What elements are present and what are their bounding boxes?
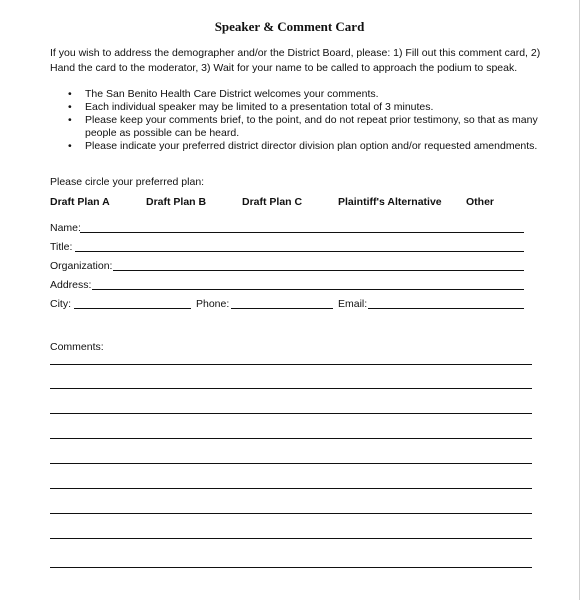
comment-line[interactable] xyxy=(50,413,532,414)
organization-label: Organization: xyxy=(50,260,113,272)
comment-line[interactable] xyxy=(50,488,532,489)
title-label: Title: xyxy=(50,241,73,253)
city-label: City: xyxy=(50,298,71,310)
title-field[interactable] xyxy=(75,251,524,252)
city-field[interactable] xyxy=(74,308,191,309)
name-field[interactable] xyxy=(80,232,524,233)
list-item: • Please keep your comments brief, to the point, and do not repeat prior testimony, so that as many people as possible can be heard. xyxy=(50,114,540,140)
page-title: Speaker & Comment Card xyxy=(214,19,365,34)
plan-option-a[interactable]: Draft Plan A xyxy=(50,196,110,208)
comment-line[interactable] xyxy=(50,513,532,514)
comment-line[interactable] xyxy=(50,388,532,389)
address-label: Address: xyxy=(50,279,92,291)
list-item: • The San Benito Health Care District welcomes your comments. xyxy=(50,88,540,101)
plan-option-plaintiff[interactable]: Plaintiff's Alternative xyxy=(338,196,442,208)
comment-line[interactable] xyxy=(50,364,532,365)
name-label: Name: xyxy=(50,222,81,234)
comment-line[interactable] xyxy=(50,438,532,439)
comments-label: Comments: xyxy=(50,341,104,353)
comment-line[interactable] xyxy=(50,538,532,539)
comment-line[interactable] xyxy=(50,463,532,464)
email-field[interactable] xyxy=(368,308,524,309)
email-label: Email: xyxy=(338,298,368,310)
intro-paragraph: If you wish to address the demographer and/or the District Board, please: 1) Fill out this comment card, 2) Hand the card to the moderator, 3) Wait for your name to be called to approach the podium to speak. xyxy=(50,47,541,74)
plan-option-other[interactable]: Other xyxy=(466,196,495,208)
list-item: • Each individual speaker may be limited to a presentation total of 3 minutes. xyxy=(50,101,540,114)
organization-field[interactable] xyxy=(113,270,524,271)
phone-field[interactable] xyxy=(231,308,333,309)
list-item: • Please indicate your preferred district director division plan option and/or requested amendments. xyxy=(50,140,540,153)
plan-instruction: Please circle your preferred plan: xyxy=(50,176,205,188)
instructions-list xyxy=(50,88,540,153)
comment-line[interactable] xyxy=(50,567,532,568)
plan-option-c[interactable]: Draft Plan C xyxy=(242,196,303,208)
plan-option-b[interactable]: Draft Plan B xyxy=(146,196,207,208)
phone-label: Phone: xyxy=(196,298,230,310)
address-field[interactable] xyxy=(92,289,524,290)
